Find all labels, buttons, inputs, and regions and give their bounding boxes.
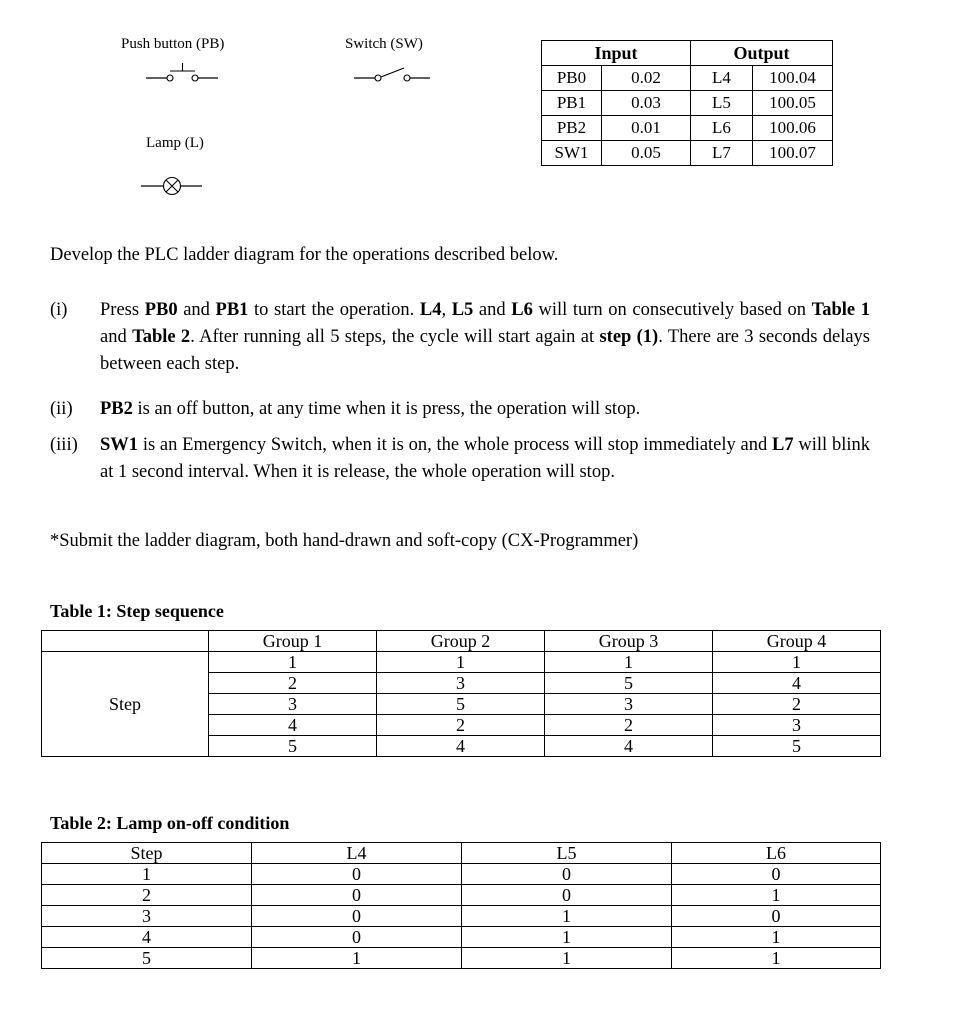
table1-header: Group 1	[209, 631, 377, 652]
text-run: is an off button, at any time when it is press, the operation will stop.	[132, 399, 641, 419]
io-input-name: PB1	[542, 91, 602, 116]
table-cell: 1	[545, 652, 713, 673]
table-row	[542, 91, 833, 116]
table2-header: L5	[462, 843, 672, 864]
table-row	[542, 116, 833, 141]
io-output-name: L7	[691, 141, 753, 166]
bold-term: PB2	[100, 399, 133, 419]
table-cell: 0	[462, 864, 672, 885]
bold-term: SW1	[100, 435, 139, 455]
io-input-address: 0.01	[602, 116, 691, 141]
table-cell: 5	[545, 673, 713, 694]
table-cell: 3	[545, 694, 713, 715]
table-row	[42, 652, 881, 673]
table-cell: 3	[377, 673, 545, 694]
table-row	[42, 948, 881, 969]
table1-caption: Table 1: Step sequence	[50, 601, 224, 621]
requirement-item-1	[50, 297, 870, 378]
table-cell: 1	[713, 652, 881, 673]
bold-term: Table 2	[132, 327, 191, 347]
text-run: ,	[441, 300, 452, 320]
step-sequence-table	[41, 630, 881, 757]
table-header-row	[42, 843, 881, 864]
item-number: (ii)	[50, 399, 73, 419]
table-cell: 1	[672, 948, 881, 969]
table-row	[42, 906, 881, 927]
table1-header: Group 2	[377, 631, 545, 652]
table-cell: 2	[42, 885, 252, 906]
push-button-symbol-icon	[146, 62, 220, 86]
bold-term: PB1	[215, 300, 249, 320]
table-cell: 4	[713, 673, 881, 694]
text-run: Press	[100, 300, 145, 320]
bold-term: PB0	[144, 300, 178, 320]
io-input-name: PB2	[542, 116, 602, 141]
table-row	[42, 864, 881, 885]
bold-term: L5	[451, 300, 474, 320]
table-cell: 1	[672, 927, 881, 948]
table-cell: 0	[252, 906, 462, 927]
text-run: is an Emergency Switch, when it is on, the whole process will stop immediately and	[138, 435, 773, 455]
io-input-header: Input	[542, 41, 691, 66]
text-run: will turn on consecutively based on	[532, 300, 812, 320]
table2-header: Step	[42, 843, 252, 864]
push-button-label: Push button (PB)	[121, 36, 225, 52]
io-output-address: 100.05	[753, 91, 833, 116]
item-number: (iii)	[50, 435, 78, 455]
io-output-name: L6	[691, 116, 753, 141]
table2-header: L4	[252, 843, 462, 864]
table-row	[542, 141, 833, 166]
table1-header: Group 3	[545, 631, 713, 652]
io-output-address: 100.04	[753, 66, 833, 91]
table-cell: 2	[545, 715, 713, 736]
table-cell: 2	[377, 715, 545, 736]
requirement-item-2	[50, 396, 870, 423]
submission-note: *Submit the ladder diagram, both hand-drawn and soft-copy (CX-Programmer)	[50, 531, 639, 551]
table-cell: 0	[252, 885, 462, 906]
text-run: and	[177, 300, 216, 320]
lamp-symbol-icon	[141, 175, 203, 199]
io-output-address: 100.06	[753, 116, 833, 141]
table-cell: 2	[209, 673, 377, 694]
io-input-name: SW1	[542, 141, 602, 166]
intro-text: Develop the PLC ladder diagram for the operations described below.	[50, 245, 559, 265]
text-run: will blink at 1 second interval. When it is release, the whole operation will stop.	[100, 435, 870, 482]
table-cell: 1	[462, 906, 672, 927]
lamp-label: Lamp (L)	[146, 135, 204, 151]
table-cell: 3	[42, 906, 252, 927]
table-cell: 0	[252, 927, 462, 948]
bold-term: Table 1	[811, 300, 871, 320]
io-input-address: 0.02	[602, 66, 691, 91]
table-cell: 2	[713, 694, 881, 715]
switch-symbol-icon	[354, 62, 432, 86]
table-cell: 1	[672, 885, 881, 906]
table-cell: 0	[252, 864, 462, 885]
table-row	[42, 927, 881, 948]
table-cell: 1	[462, 927, 672, 948]
io-output-name: L4	[691, 66, 753, 91]
table-cell: 0	[672, 864, 881, 885]
io-output-header: Output	[691, 41, 833, 66]
table-cell: 3	[209, 694, 377, 715]
table-cell: 3	[713, 715, 881, 736]
bold-term: L4	[419, 300, 442, 320]
text-run: to start the operation.	[248, 300, 420, 320]
table-row	[42, 885, 881, 906]
io-address-table	[541, 40, 833, 166]
table-cell: 5	[713, 736, 881, 757]
switch-label: Switch (SW)	[345, 36, 423, 52]
io-input-name: PB0	[542, 66, 602, 91]
text-run: and	[100, 327, 133, 347]
table-cell: 1	[209, 652, 377, 673]
table1-header: Group 4	[713, 631, 881, 652]
table-cell: 4	[377, 736, 545, 757]
bold-term: L6	[511, 300, 533, 320]
io-input-address: 0.05	[602, 141, 691, 166]
table-cell: 1	[252, 948, 462, 969]
table-cell: 5	[42, 948, 252, 969]
item-text	[100, 396, 870, 423]
table2-header: L6	[672, 843, 881, 864]
text-run: . There are 3 seconds delays between each step.	[100, 327, 871, 374]
table-row	[542, 66, 833, 91]
requirement-item-3	[50, 432, 870, 486]
item-text	[100, 297, 870, 378]
table-cell: 5	[377, 694, 545, 715]
table-cell: 5	[209, 736, 377, 757]
bold-term: L7	[772, 435, 794, 455]
table-cell: 0	[462, 885, 672, 906]
item-number: (i)	[50, 300, 68, 320]
table-cell: 4	[209, 715, 377, 736]
table1-row-label: Step	[42, 652, 209, 757]
bold-term: step (1)	[599, 327, 659, 347]
table-cell: 1	[462, 948, 672, 969]
io-input-address: 0.03	[602, 91, 691, 116]
table-cell: 4	[545, 736, 713, 757]
lamp-condition-table	[41, 842, 881, 969]
table-cell: 0	[672, 906, 881, 927]
text-run: and	[473, 300, 512, 320]
table-cell: 4	[42, 927, 252, 948]
table-header-row	[42, 631, 881, 652]
table2-caption: Table 2: Lamp on-off condition	[50, 813, 290, 833]
table-cell: 1	[42, 864, 252, 885]
io-output-name: L5	[691, 91, 753, 116]
text-run: . After running all 5 steps, the cycle will start again at	[190, 327, 600, 347]
io-output-address: 100.07	[753, 141, 833, 166]
item-text	[100, 432, 870, 486]
table-cell: 1	[377, 652, 545, 673]
